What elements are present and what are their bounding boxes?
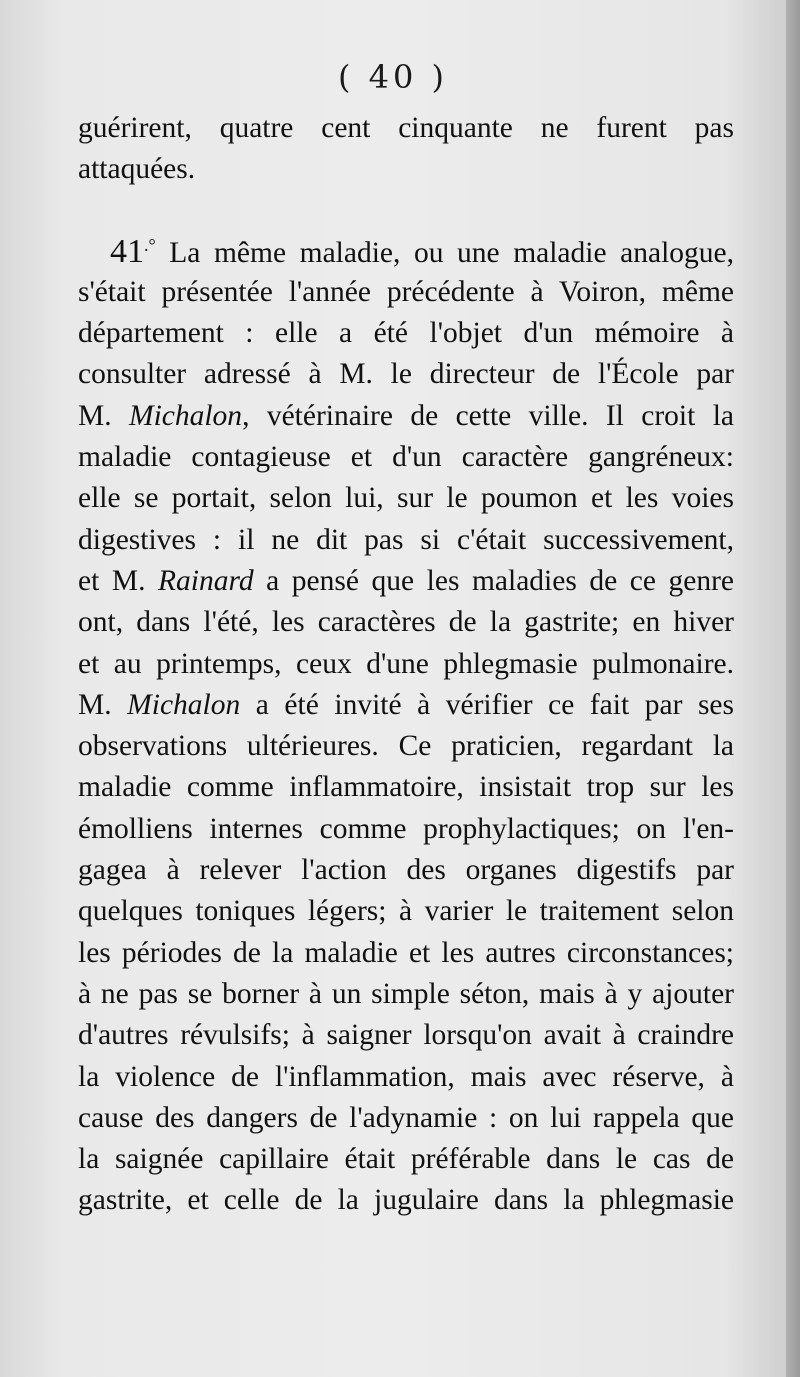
text-line: maladie contagieuse et d'un caractère gangréneux: — [78, 441, 734, 474]
text-line: émolliens internes comme prophylactiques; on l'en- — [78, 812, 734, 845]
text-fragment: M. — [78, 399, 129, 432]
text-line: les périodes de la maladie et les autres circonstances; — [78, 936, 734, 969]
text-line — [78, 561, 734, 602]
person-name: Rainard — [158, 564, 254, 597]
text-line: gastrite, et celle de la jugulaire dans la phlegmasie — [78, 1184, 734, 1217]
text-line: cause des dangers de l'adynamie : on lui rappela que — [78, 1101, 734, 1134]
text-line: département : elle a été l'objet d'un mémoire à — [78, 317, 734, 350]
text-line — [78, 685, 734, 726]
text-line: gagea à relever l'action des organes digestifs par — [78, 854, 734, 887]
page-number: ( 40 ) — [337, 58, 449, 96]
text-line: quelques toniques légers; à varier le traitement selon — [78, 895, 734, 928]
text-line: digestives : il ne dit pas si c'était successivement, — [78, 523, 734, 556]
text-line: observations ultérieures. Ce praticien, regardant la — [78, 730, 734, 763]
paragraph-gap — [78, 191, 734, 231]
text-line — [78, 231, 734, 272]
text-line: d'autres révulsifs; à saigner lorsqu'on avait à craindre — [78, 1019, 734, 1052]
paragraph-number: 41 — [110, 232, 144, 270]
text-fragment: a pensé que les maladies de ce genre — [253, 564, 734, 597]
text-fragment: M. — [78, 688, 128, 721]
text-line: maladie comme inflammatoire, insistait trop sur les — [78, 771, 734, 804]
text-line: la violence de l'inflammation, mais avec réserve, à — [78, 1060, 734, 1093]
text-fragment: La même maladie, ou une maladie analogue, — [155, 236, 734, 269]
person-name: Michalon — [129, 399, 243, 432]
text-line: à ne pas se borner à un simple séton, mais à y ajouter — [78, 977, 734, 1010]
text-line: guérirent, quatre cent cinquante ne furent pas — [78, 112, 734, 144]
text-line: et au printemps, ceux d'une phlegmasie pulmonaire. — [78, 647, 734, 680]
text-line: la saignée capillaire était préférable dans le cas de — [78, 1143, 734, 1176]
text-line: elle se portait, selon lui, sur le poumon et les voies — [78, 482, 734, 515]
person-name: Michalon — [127, 688, 241, 721]
text-fragment: et M. — [78, 564, 158, 597]
text-line: attaquées. — [78, 153, 196, 186]
text-line: s'était présentée l'année précédente à Voiron, même — [78, 275, 734, 308]
text-line: consulter adressé à M. le directeur de l'École par — [78, 358, 734, 391]
text-line: ont, dans l'été, les caractères de la gastrite; en hiver — [78, 606, 734, 639]
text-fragment: a été invité à vérifier ce fait par ses — [240, 688, 734, 721]
body-text — [78, 108, 734, 1222]
text-fragment: , vétérinaire de cette ville. Il croit la — [242, 399, 734, 432]
paragraph-number-sup: .° — [144, 234, 156, 255]
page-edge-shadow — [786, 0, 800, 1377]
text-line — [78, 396, 734, 437]
